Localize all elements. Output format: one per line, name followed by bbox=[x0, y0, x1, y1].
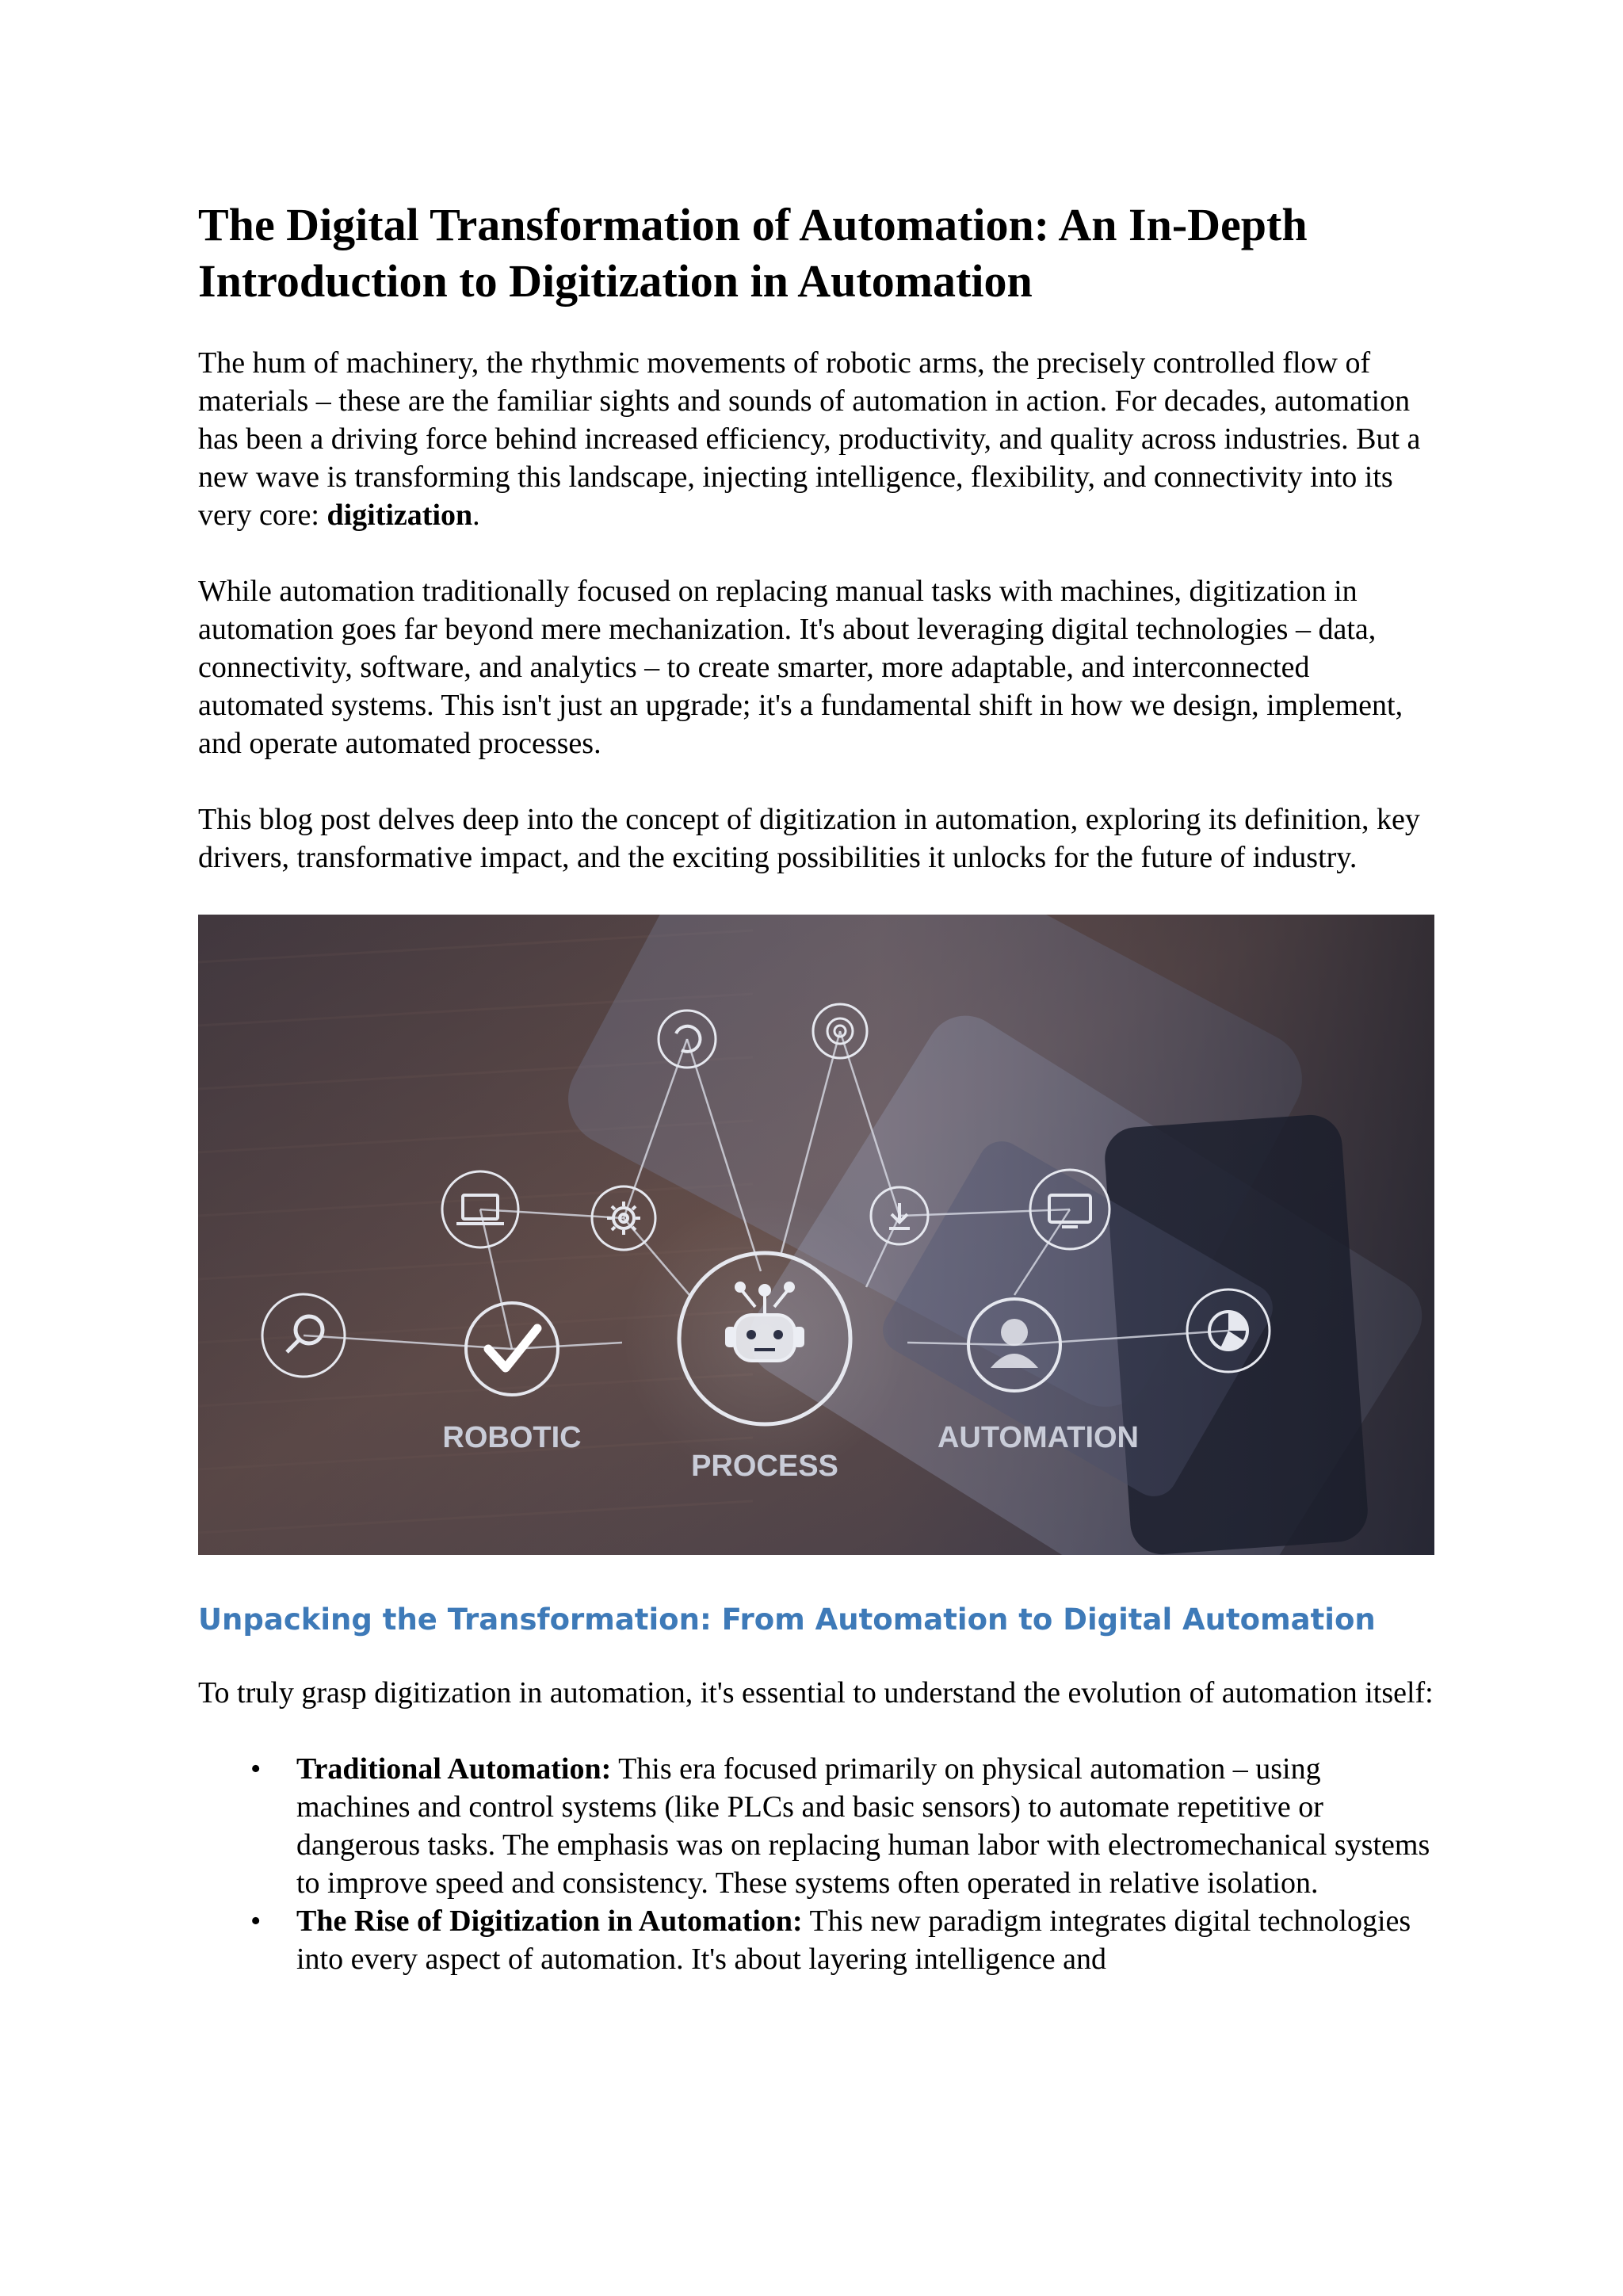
section-intro: To truly grasp digitization in automation, it's essential to understand the evolution of automation itself: bbox=[198, 1676, 1434, 1710]
rpa-illustration-svg bbox=[198, 915, 1434, 1555]
document-title: The Digital Transformation of Automation: An In-Depth Introduction to Digitization in Automation bbox=[198, 199, 1308, 307]
bullet-bold-lead: The Rise of Digitization in Automation: bbox=[296, 1904, 803, 1938]
bullet-marker: • bbox=[250, 1904, 262, 1938]
bullet-text: This era focused primarily on physical automation – using machines and control systems (like PLCs and basic sensors) to automate repetitive or dangerous tasks. The emphasis was on replacing human labor with electromechanical systems to improve speed and consistency. These systems often operated in relative isolation. bbox=[296, 1752, 1430, 1900]
intro-end: . bbox=[472, 499, 480, 532]
section-heading: Unpacking the Transformation: From Automation to Digital Automation bbox=[198, 1603, 1376, 1637]
bullet-text: This new paradigm integrates digital technologies into every aspect of automation. It's about layering intelligence and bbox=[296, 1904, 1411, 1976]
list-item bbox=[198, 1902, 1434, 1978]
intro-bold-term: digitization bbox=[327, 499, 473, 532]
intro-paragraph bbox=[198, 344, 1434, 534]
paragraph-3: This blog post delves deep into the concept of digitization in automation, exploring its definition, key drivers, transformative impact, and the exciting possibilities it unlocks for the future of industry. bbox=[198, 803, 1420, 874]
intro-text: The hum of machinery, the rhythmic movements of robotic arms, the precisely controlled flow of materials – these are the familiar sights and sounds of automation in action. For decades, automation has been a driving force behind increased efficiency, productivity, and quality across industries. But a new wave is transforming this landscape, injecting intelligence, flexibility, and connectivity into its very core: bbox=[198, 346, 1421, 532]
label-process: PROCESS bbox=[691, 1450, 838, 1483]
label-robotic: ROBOTIC bbox=[442, 1421, 582, 1454]
bullet-list bbox=[198, 1750, 1434, 1978]
bullet-marker: • bbox=[250, 1752, 262, 1786]
rpa-illustration bbox=[198, 915, 1434, 1555]
label-automation: AUTOMATION bbox=[937, 1421, 1140, 1454]
document-page bbox=[198, 197, 1434, 1978]
paragraph-2: While automation traditionally focused on replacing manual tasks with machines, digitization in automation goes far beyond mere mechanization. It's about leveraging digital technologies – data, connectivity, software, and analytics – to create smarter, more adaptable, and interconnected automated systems. This isn't just an upgrade; it's a fundamental shift in how we design, implement, and operate automated processes. bbox=[198, 575, 1403, 760]
bullet-bold-lead: Traditional Automation: bbox=[296, 1752, 612, 1786]
list-item bbox=[198, 1750, 1434, 1902]
